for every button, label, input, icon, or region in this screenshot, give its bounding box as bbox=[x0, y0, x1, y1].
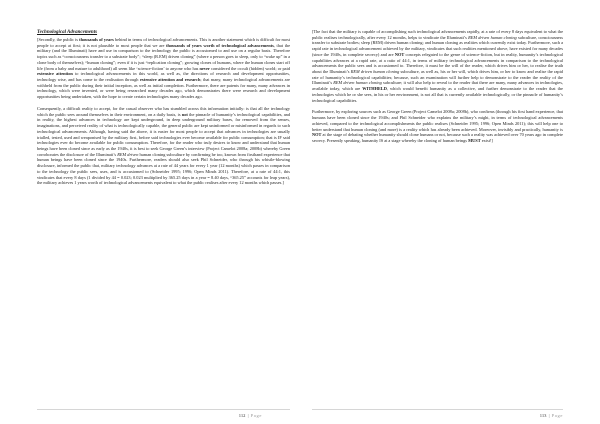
text-run: human cloning subculture by confirming he too, known from firsthand experience that human beings have been cloned since the 1940s. Furthermore, readers should also seek Phil Schneider, who through his whistle-blowing disclosure, informed the public that, military technology advances at a rate of 44 years for every 1 year (12 months) which passes in comparison to the technology the public sees, uses, and is accustomed to (Schneider 1995; 1996; Open Minds 2011). Therefore, at a rate of 44:1, this vindicates that every 8 days (1 divided by 44 = 0.023; 0.023 multiplied by 365.25 days in a year = 8.40 days, “365.25” accounts for leap years), the military achieves 1 years worth of technological advancements equivalent to what the public realises after every 12 months which passes.] bbox=[37, 151, 291, 186]
italic-run: REM driven human cloning bbox=[468, 34, 517, 40]
text-run: exist!] bbox=[480, 137, 493, 143]
text-run: Furthermore, by exploring sources such as George Green (Project Camelot 2008a; 2008b), who confirms (through his first hand experience, that humans have been cloned since the 1940s; and Phil Schneider who explains the military’s might, in terms of technological advancements achieved, compared to the technological accomplishments the public realises (Schneider 1995; 1996; Open Minds 2011); this will help one to better understand that human cloning (and more) is a reality which has already been achieved. Moreover, invisibly and practically, humanity is bbox=[312, 109, 563, 132]
footer-separator: | bbox=[247, 413, 249, 418]
text-run: to technological advancements in this world, as well as, the directions of research and development opportunities, technology wise, and has come to the realisation through bbox=[37, 71, 291, 83]
text-run: considered the occult (hidden) world; or paid bbox=[209, 65, 290, 71]
bold-run: thousands of years bbox=[79, 37, 114, 42]
footer-rule bbox=[312, 409, 563, 410]
italic-run: REM driven bbox=[117, 151, 139, 157]
text-run: subculture; it will also help to reveal to the reader that there are many, many advances in technologies, available today, which are bbox=[312, 80, 563, 92]
text-run: subculture, as well as, his or her will, which drives him, or her to know and realise the rapid rate of humanity’s technological capabilities; because, such an examination will further help to demonstrate to the reader the reality of the Illuminati’s bbox=[312, 69, 563, 86]
bold-run: thousands of years worth of technological advancements bbox=[166, 42, 274, 48]
body-paragraph bbox=[312, 29, 563, 103]
text-run: subculture, consciousness transfer to substrate bodies; sleep (REM) driven human cloning; and human cloning as realities which currently exist today. Furthermore, such a rapid rate in technological advancement achieved by the military, vindicates that such realities mentioned above, have existed for many decades (since the 1940s, in complete secrecy) and are bbox=[312, 34, 563, 57]
italic-run: REM driven human cloning bbox=[333, 80, 382, 86]
footer-separator: | bbox=[548, 413, 550, 418]
bold-run: WITHHELD bbox=[362, 86, 387, 92]
text-run: the pinnacle of humanity’s technological capabilities, and in reality, the highest advances in technology are kept underground, in deep underground military bases, far removed from the senses, imaginations, and perceived reality of what is technologically capable, the general public are kept uninformed or misinformed in regards to such technological advancements. Although, having said the above, it is easier for most people to accept that advances in technologies are usually trialled, tested, used and weaponised by the military first, before said technologies ever become available for public consumption; that is IF said technologies ever do become available for public consumption. Therefore, for the reader who truly desires to know and understand that human beings have been cloned since as early as the 1940s, it is best to seek George Green’s interview (Project Camelot 2008a; 2008b) whereby Green corroborates the disclosure of the Illuminati’s bbox=[37, 111, 290, 157]
bold-run: MUST bbox=[468, 137, 481, 143]
right-page bbox=[300, 0, 600, 424]
bold-run: NOT bbox=[312, 132, 322, 138]
page-number: 112 bbox=[238, 413, 246, 418]
bold-run: extensive attention and research bbox=[139, 77, 201, 83]
bold-run: never bbox=[199, 65, 210, 71]
text-run: , that the military (and the Illuminati) have and use in comparison to the technology the public is accustomed to and use on a regular basis. Therefore topics such as “consciousness transfer to a substrate body”; “sleep (R.EM) driven cloning” (where a person goes to sleep, only to “wake up” in a clone body of themselves); “human cloning”; even if it is just “replication cloning”; growing clones of humans, where the human clones start off life (from a baby and mature to adulthood) all seem like ‘science-fiction’ to anyone who has bbox=[37, 42, 291, 71]
page-label: Page bbox=[551, 413, 563, 418]
bold-run: extensive attention bbox=[37, 71, 73, 77]
right-text-column bbox=[312, 29, 563, 150]
text-run: Consequently, a difficult reality to accept, for the casual observer who has stumbled across this information initially: is that all the technology which the public sees around themselves in their environment, on a daily basis, is bbox=[37, 105, 290, 117]
text-run: , which would benefit humanity as a collective, and further demonstrate to the reader that the technologies which he or she sees, in his or her environment, is not all that is currently available technologically, or the pinnacle of humanity’s technological capabilities. bbox=[312, 86, 563, 103]
footer-rule bbox=[37, 409, 290, 410]
bold-run: NOT bbox=[394, 51, 405, 57]
page-footer bbox=[540, 413, 563, 419]
text-run: at the stage of debating whether humanity should clone humans or not, because such a reality was achieved over 70 years ago in complete secrecy. Presently speaking, humanity IS at a stage whereby the cloning of human beings bbox=[312, 132, 563, 143]
left-text-column bbox=[37, 30, 290, 192]
text-run: [Secondly, the public is bbox=[37, 37, 80, 42]
text-run: concepts relegated to the genre of science-fiction, but in reality, humanity’s technological capabilities advances at a rapid rate, at a ratio of 44:1, in terms of military technological advancements in comparison to the technological advancements the public sees and is accustomed to. Therefore, it must be the will of the reader, which drives him or her, to realise the truth about the Illuminati’s bbox=[312, 51, 564, 75]
page-footer bbox=[239, 413, 262, 419]
text-run: ; that many, many technological advancements are withheld from the public during their initial inception, as well as initial completion. Furthermore, there are patents for many, many advances in technology, which were invented, or were being researched many decades ago, which demonstrates there were research and development opportunities being undertaken, with the hope to create certain technologies many decades ago. bbox=[37, 77, 290, 100]
text-run: [The fact that the military is capable of accomplishing such technological advancements rapidly, at a rate of every 8 days equivalent to what the public realises technologically, after every 12 months, helps to vindicate the Illuminati’s bbox=[312, 29, 563, 40]
text-run: behind in terms of technological advancements. This is another statement which is difficult for most people to accept at first; it is not plausible to most people that we are bbox=[37, 37, 291, 48]
body-paragraph bbox=[37, 106, 290, 186]
bold-run: not bbox=[181, 111, 188, 117]
body-paragraph bbox=[312, 109, 563, 143]
body-paragraph bbox=[37, 37, 290, 100]
italic-run: REM driven human cloning bbox=[350, 69, 400, 75]
section-heading: Technological Advancements bbox=[37, 30, 98, 35]
page-label: Page bbox=[250, 413, 262, 418]
page-number: 113 bbox=[539, 413, 547, 418]
